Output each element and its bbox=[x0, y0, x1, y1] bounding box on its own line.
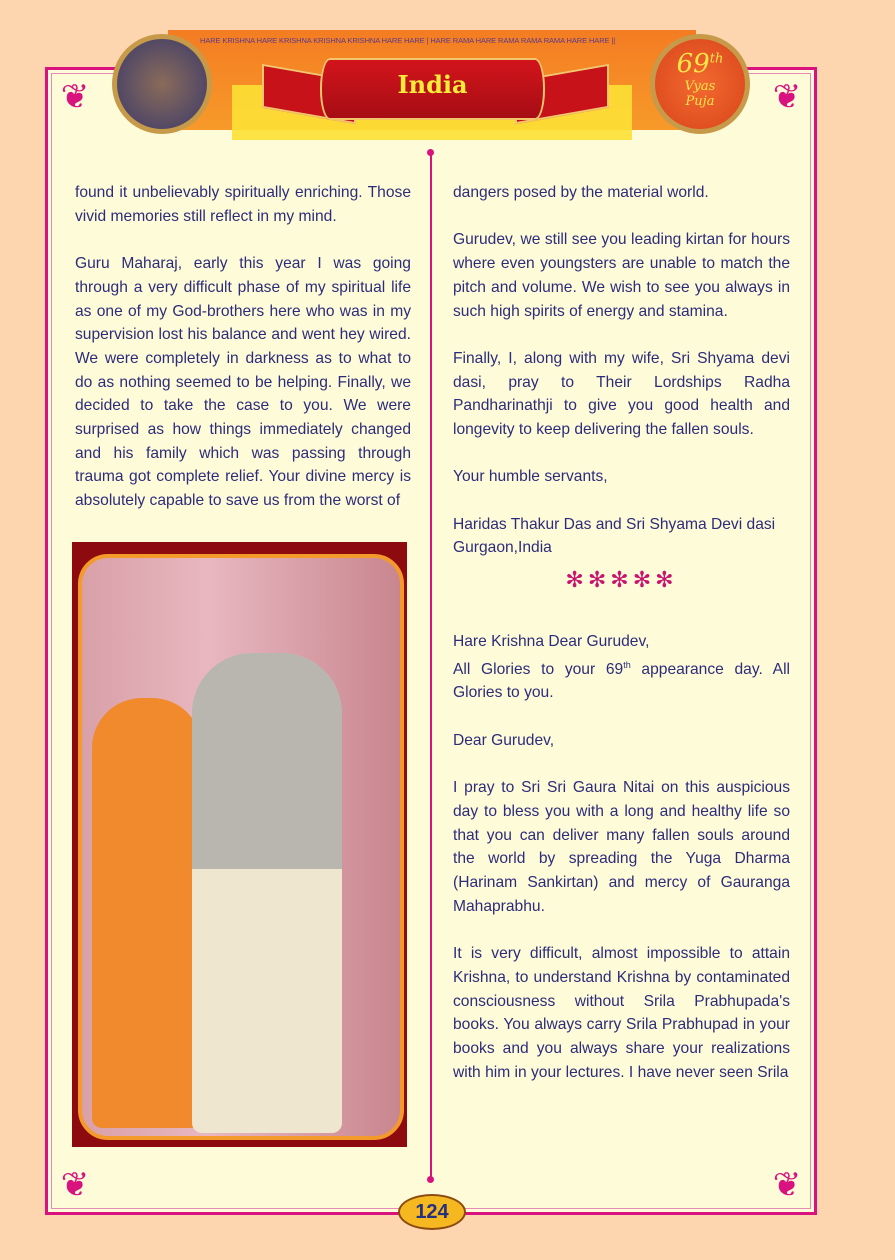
paragraph: dangers posed by the material world. bbox=[453, 184, 709, 201]
paragraph: Guru Maharaj, early this year I was going through a very difficult phase of my spiritual life as one of my God-brothers here who was in my supervision lost his balance and went hey wired. We were completely in darkness as to what to do as nothing seemed to be helping. Finally, we decided to take the case to you. We were surprised as how things immediately changed and his family which was passing through trauma got complete relief. Your divine mercy is absolutely capable to save us from the worst of bbox=[75, 255, 411, 510]
page-title: India bbox=[397, 70, 468, 99]
glories-sup: th bbox=[623, 659, 631, 670]
page-number: 124 bbox=[398, 1194, 466, 1230]
deity-medallion-image bbox=[112, 34, 212, 134]
divider-dot bbox=[427, 1176, 434, 1183]
paragraph: Gurudev, we still see you leading kirtan for hours where even youngsters are unable to match the pitch and volume. We wish to see you always in such high spirits of energy and stamina. bbox=[453, 231, 790, 320]
signature-location: Gurgaon,India bbox=[453, 539, 552, 557]
left-column bbox=[75, 181, 411, 537]
paragraph: Finally, I, along with my wife, Sri Shyama devi dasi, pray to Their Lordships Radha Pandharinathji to give you good health and longevity to keep delivering the fallen souls. bbox=[453, 349, 790, 438]
corner-ornament-icon: ❦ bbox=[772, 1166, 802, 1204]
header-mantra: HARE KRISHNA HARE KRISHNA KRISHNA KRISHNA HARE HARE | HARE RAMA HARE RAMA RAMA RAMA HARE HARE || bbox=[200, 36, 616, 45]
glories-text: All Glories to your 69 bbox=[453, 660, 624, 678]
badge-line2: Puja bbox=[685, 94, 715, 109]
photo-frame bbox=[72, 542, 407, 1147]
corner-ornament-icon: ❦ bbox=[60, 1166, 90, 1204]
glories-paragraph bbox=[453, 654, 790, 706]
vyas-puja-badge bbox=[650, 34, 750, 134]
photo-figure-sannyasi bbox=[92, 698, 202, 1128]
badge-suffix: th bbox=[709, 51, 724, 67]
glories-text: appearance day. All Glories to you. bbox=[453, 660, 790, 702]
column-divider bbox=[430, 152, 432, 1180]
badge-number: 69 bbox=[676, 49, 710, 79]
corner-ornament-icon: ❦ bbox=[60, 78, 90, 116]
paragraph: Your humble servants, bbox=[453, 468, 608, 486]
signature-names: Haridas Thakur Das and Sri Shyama Devi dasi bbox=[453, 515, 776, 533]
paragraph: I pray to Sri Sri Gaura Nitai on this auspicious day to bless you with a long and healthy life so that you can deliver many fallen souls around the world by spreading the Yuga Dharma (Harinam Sankirtan) and mercy of Gauranga Mahaprabhu. bbox=[453, 779, 790, 915]
corner-ornament-icon: ❦ bbox=[772, 78, 802, 116]
paragraph: found it unbelievably spiritually enriching. Those vivid memories still reflect in my mind. bbox=[75, 184, 411, 225]
paragraph: Dear Gurudev, bbox=[453, 731, 555, 749]
greeting: Hare Krishna Dear Gurudev, bbox=[453, 632, 650, 650]
divider-dot bbox=[427, 149, 434, 156]
photo-devotees-kirtan bbox=[78, 554, 404, 1140]
separator-stars: ✻✻✻✻✻ bbox=[565, 567, 678, 593]
badge-line1: Vyas bbox=[684, 79, 716, 94]
right-column bbox=[453, 181, 790, 1108]
photo-figure-devotee bbox=[192, 653, 342, 1133]
paragraph: It is very difficult, almost impossible to attain Krishna, to understand Krishna by contaminated consciousness without Srila Prabhupada's books. You always carry Srila Prabhupad in your books and you always share your realizations with him in your lectures. I have never seen Srila bbox=[453, 945, 790, 1081]
